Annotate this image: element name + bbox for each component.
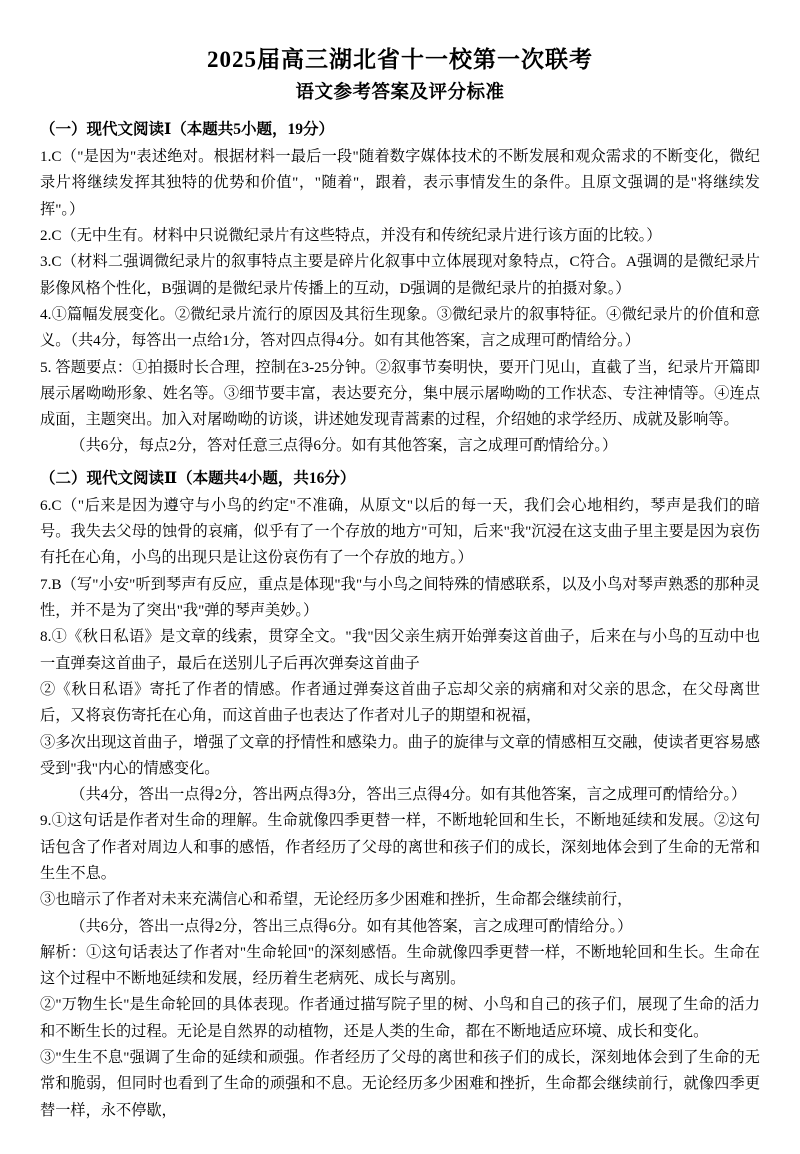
answer-item-5: 5. 答题要点：①拍摄时长合理，控制在3-25分钟。②叙事节奏明快，要开门见山，直截了当，纪录片开篇即展示屠呦呦形象、姓名等。③细节要丰富，表达要充分，集中展示屠呦呦的工作状态、专注神情等。④连点成面，主题突出。加入对屠呦呦的访谈，讲述她发现青蒿素的过程，介绍她的求学经历、成就及影响等。 [40,358,760,429]
answer-item-8-point-3: ③多次出现这首曲子，增强了文章的抒情性和感染力。曲子的旋律与文章的情感相互交融，使读者更容易感受到"我"内心的情感变化。 [40,733,760,777]
answer-item-9-point-3: ③也暗示了作者对未来充满信心和希望，无论经历多少困难和挫折，生命都会继续前行， [40,891,633,909]
answer-item-6: 6.C（"后来是因为遵守与小鸟的约定"不准确，从原文"以后的每一天，我们会心地相约，琴声是我们的暗号。我失去父母的蚀骨的哀痛，似乎有了一个存放的地方"可知，后来"我"沉浸在这支曲子里主要是因为哀伤有托在心角，小鸟的出现只是让这份哀伤有了一个存放的地方。） [40,496,760,567]
answer-item-5-score-note: （共6分，每点2分，答对任意三点得6分。如有其他答案，言之成理可酌情给分。） [70,437,618,455]
section-heading: （二）现代文阅读Ⅱ（本题共4小题，共16分） [40,469,356,487]
analysis-point-3: ③"生生不息"强调了生命的延续和顽强。作者经历了父母的离世和孩子们的成长，深刻地体会到了生命的无常和脆弱，但同时也看到了生命的顽强和不息。无论经历多少困难和挫折，生命都会继续前行，就像四季更替一样，永不停歇， [40,1049,760,1119]
answer-item-8-point-2: ②《秋日私语》寄托了作者的情感。作者通过弹奏这首曲子忘却父亲的病痛和对父亲的思念，在父母离世后，又将哀伤寄托在心角，而这首曲子也表达了作者对儿子的期望和祝福， [40,680,760,725]
answer-item-7: 7.B（写"小安"听到琴声有反应，重点是体现"我"与小鸟之间特殊的情感联系，以及小鸟对琴声熟悉的那种灵性，并不是为了突出"我"弹的琴声美妙。） [40,575,760,620]
section-heading: （一）现代文阅读Ⅰ（本题共5小题，19分） [40,121,335,139]
answer-item-9-point-1: 9.①这句话是作者对生命的理解。生命就像四季更替一样，不断地轮回和生长，不断地延续和发展。②这句话包含了作者对周边人和事的感悟，作者经历了父母的离世和孩子们的成长，深刻地体会到了生命的无常和生生不息。 [40,812,760,882]
answer-item-9-score-note: （共6分，答出一点得2分，答出三点得6分。如有其他答案，言之成理可酌情给分。） [70,917,633,935]
answer-item-4: 4.①篇幅发展变化。②微纪录片流行的原因及其衍生现象。③微纪录片的叙事特征。④微纪录片的价值和意义。（共4分，每答出一点给1分，答对四点得4分。如有其他答案，言之成理可酌情给分。） [40,305,760,350]
section-modern-reading-2 [40,465,760,1124]
analysis-point-1: 解析：①这句话表达了作者对"生命轮回"的深刻感悟。生命就像四季更替一样，不断地轮回和生长。生命在这个过程中不断地延续和发展，经历着生老病死、成长与离别。 [40,943,760,988]
analysis-point-2: ②"万物生长"是生命轮回的具体表现。作者通过描写院子里的树、小鸟和自己的孩子们，展现了生命的活力和不断生长的过程。无论是自然界的动植物，还是人类的生命，都在不断地适应环境、成长和变化。 [40,996,760,1040]
section-modern-reading-1 [40,116,760,460]
page-subtitle: 语文参考答案及评分标准 [295,83,505,104]
answer-item-1: 1.C（"是因为"表述绝对。根据材料一最后一段"随着数字媒体技术的不断发展和观众需求的不断变化，微纪录片将继续发挥其独特的优势和价值"，"随着"，跟着，表示事情发生的条件。且原文强调的是"将继续发挥"。） [40,148,760,218]
page-title: 2025届高三湖北省十一校第一次联考 [207,47,593,72]
answer-item-3: 3.C（材料二强调微纪录片的叙事特点主要是碎片化叙事中立体展现对象特点，C符合。A强调的是微纪录片影像风格个性化，B强调的是微纪录片传播上的互动，D强调的是微纪录片的拍摄对象。） [40,253,760,297]
answer-item-8-point-1: 8.①《秋日私语》是文章的线索，贯穿全文。"我"因父亲生病开始弹奏这首曲子，后来在与小鸟的互动中也一直弹奏这首曲子，最后在送别儿子后再次弹奏这首曲子 [40,628,760,672]
answer-item-8-score-note: （共4分，答出一点得2分，答出两点得3分，答出三点得4分。如有其他答案，言之成理可酌情给分。） [70,786,747,804]
answer-item-2: 2.C（无中生有。材料中只说微纪录片有这些特点，并没有和传统纪录片进行该方面的比较。） [40,227,662,245]
